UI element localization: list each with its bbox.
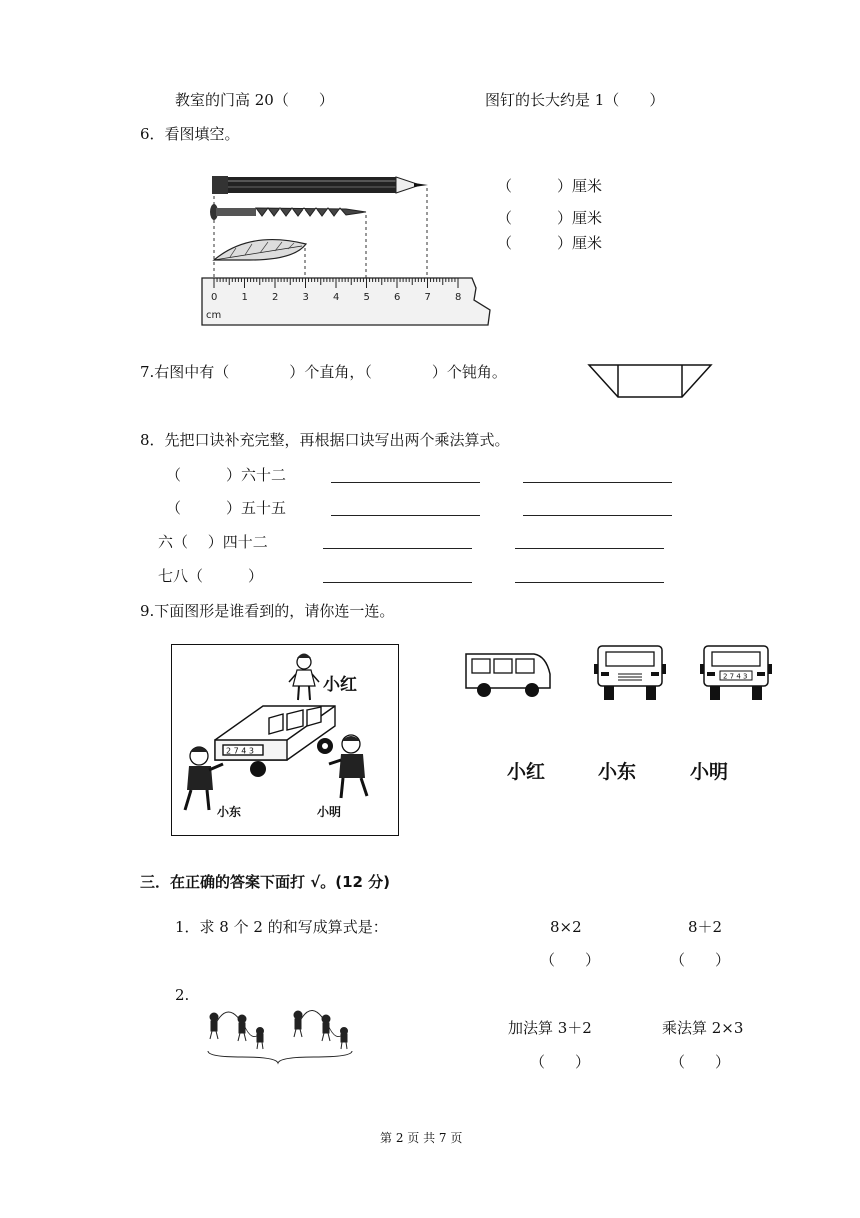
q8-row-2-blank-b[interactable]: [523, 515, 672, 516]
front-view-plate: 2 7 4 3: [723, 672, 748, 681]
girl-xiaohong-icon: [289, 654, 319, 701]
q6-title: 6．看图填空。: [140, 125, 240, 143]
q9-scene: [171, 644, 399, 836]
ruler-figure: [190, 160, 500, 330]
s3-q1-paren-2[interactable]: （ ）: [670, 951, 731, 969]
boy-xiaoming-icon: [329, 735, 367, 798]
ruler-tick-label: 5: [363, 292, 370, 303]
ruler-unit: cm: [206, 310, 222, 321]
ruler-tick-label: 0: [211, 292, 218, 303]
van-side-view[interactable]: [462, 650, 554, 702]
q6-answer-2: （ ）厘米: [497, 209, 603, 227]
screw-icon: [210, 204, 366, 220]
name-xiaoming[interactable]: 小明: [690, 761, 729, 783]
q8-row-3-blank-a[interactable]: [323, 548, 472, 549]
s3-q2-paren-2[interactable]: （ ）: [670, 1053, 731, 1071]
leaf-icon: [214, 240, 306, 260]
q8-row-4: 七八（ ）: [158, 567, 264, 585]
q7-text: 7.右图中有（ ）个直角，（ ）个钝角。: [140, 363, 507, 381]
q5-left: 教室的门高 20（ ）: [175, 91, 334, 109]
ruler-tick-label: 6: [394, 292, 401, 303]
ruler-tick-label: 2: [272, 292, 279, 303]
trapezoid-figure: [588, 364, 712, 398]
q8-row-4-blank-b[interactable]: [515, 582, 664, 583]
s3-q1-opt-2: 8＋2: [688, 918, 723, 936]
page-footer: 第 2 页 共 7 页: [380, 1131, 463, 1145]
ruler-tick-label: 8: [455, 292, 462, 303]
q8-row-3: 六（ ）四十二: [158, 533, 268, 551]
q6-answer-3: （ ）厘米: [497, 234, 603, 252]
van-front-view[interactable]: [700, 642, 772, 702]
section-3-title: 三．在正确的答案下面打 √。(12 分): [140, 873, 391, 891]
ruler-tick-label: 1: [241, 292, 248, 303]
name-xiaohong[interactable]: 小红: [507, 761, 546, 783]
ruler-tick-label: 3: [302, 292, 309, 303]
q8-row-4-blank-a[interactable]: [323, 582, 472, 583]
s3-q2-paren-1[interactable]: （ ）: [530, 1053, 591, 1071]
q8-row-1-blank-b[interactable]: [523, 482, 672, 483]
name-xiaodong[interactable]: 小东: [598, 761, 637, 783]
q8-row-1-blank-a[interactable]: [331, 482, 480, 483]
q8-row-1: （ ）六十二: [166, 466, 287, 484]
q8-row-2-blank-a[interactable]: [331, 515, 480, 516]
s3-q1-opt-1: 8×2: [550, 918, 582, 936]
ruler-tick-label: 7: [424, 292, 431, 303]
q8-title: 8．先把口诀补充完整，再根据口诀写出两个乘法算式。: [140, 431, 510, 449]
kids-jump-rope-picture: [202, 1005, 360, 1067]
q9-title: 9.下面图形是谁看到的，请你连一连。: [140, 602, 395, 620]
s3-q1-paren-1[interactable]: （ ）: [540, 951, 601, 969]
s3-q2-opt-1: 加法算 3＋2: [508, 1019, 592, 1037]
pencil-icon: [212, 176, 428, 194]
q8-row-2: （ ）五十五: [166, 499, 287, 517]
s3-q1-text: 1．求 8 个 2 的和写成算式是：: [175, 918, 388, 936]
s3-q2-label: 2.: [175, 986, 190, 1004]
ruler-tick-label: 4: [333, 292, 340, 303]
scene-label-xiaodong: 小东: [217, 805, 242, 819]
q6-answer-1: （ ）厘米: [497, 177, 603, 195]
van-back-view[interactable]: [594, 642, 666, 702]
scene-plate: 2 7 4 3: [226, 746, 254, 756]
q5-right: 图钉的长大约是 1（ ）: [485, 91, 665, 109]
scene-label-xiaoming: 小明: [317, 805, 342, 819]
s3-q2-opt-2: 乘法算 2×3: [662, 1019, 744, 1037]
scene-label-xiaohong: 小红: [323, 675, 357, 695]
q8-row-3-blank-b[interactable]: [515, 548, 664, 549]
